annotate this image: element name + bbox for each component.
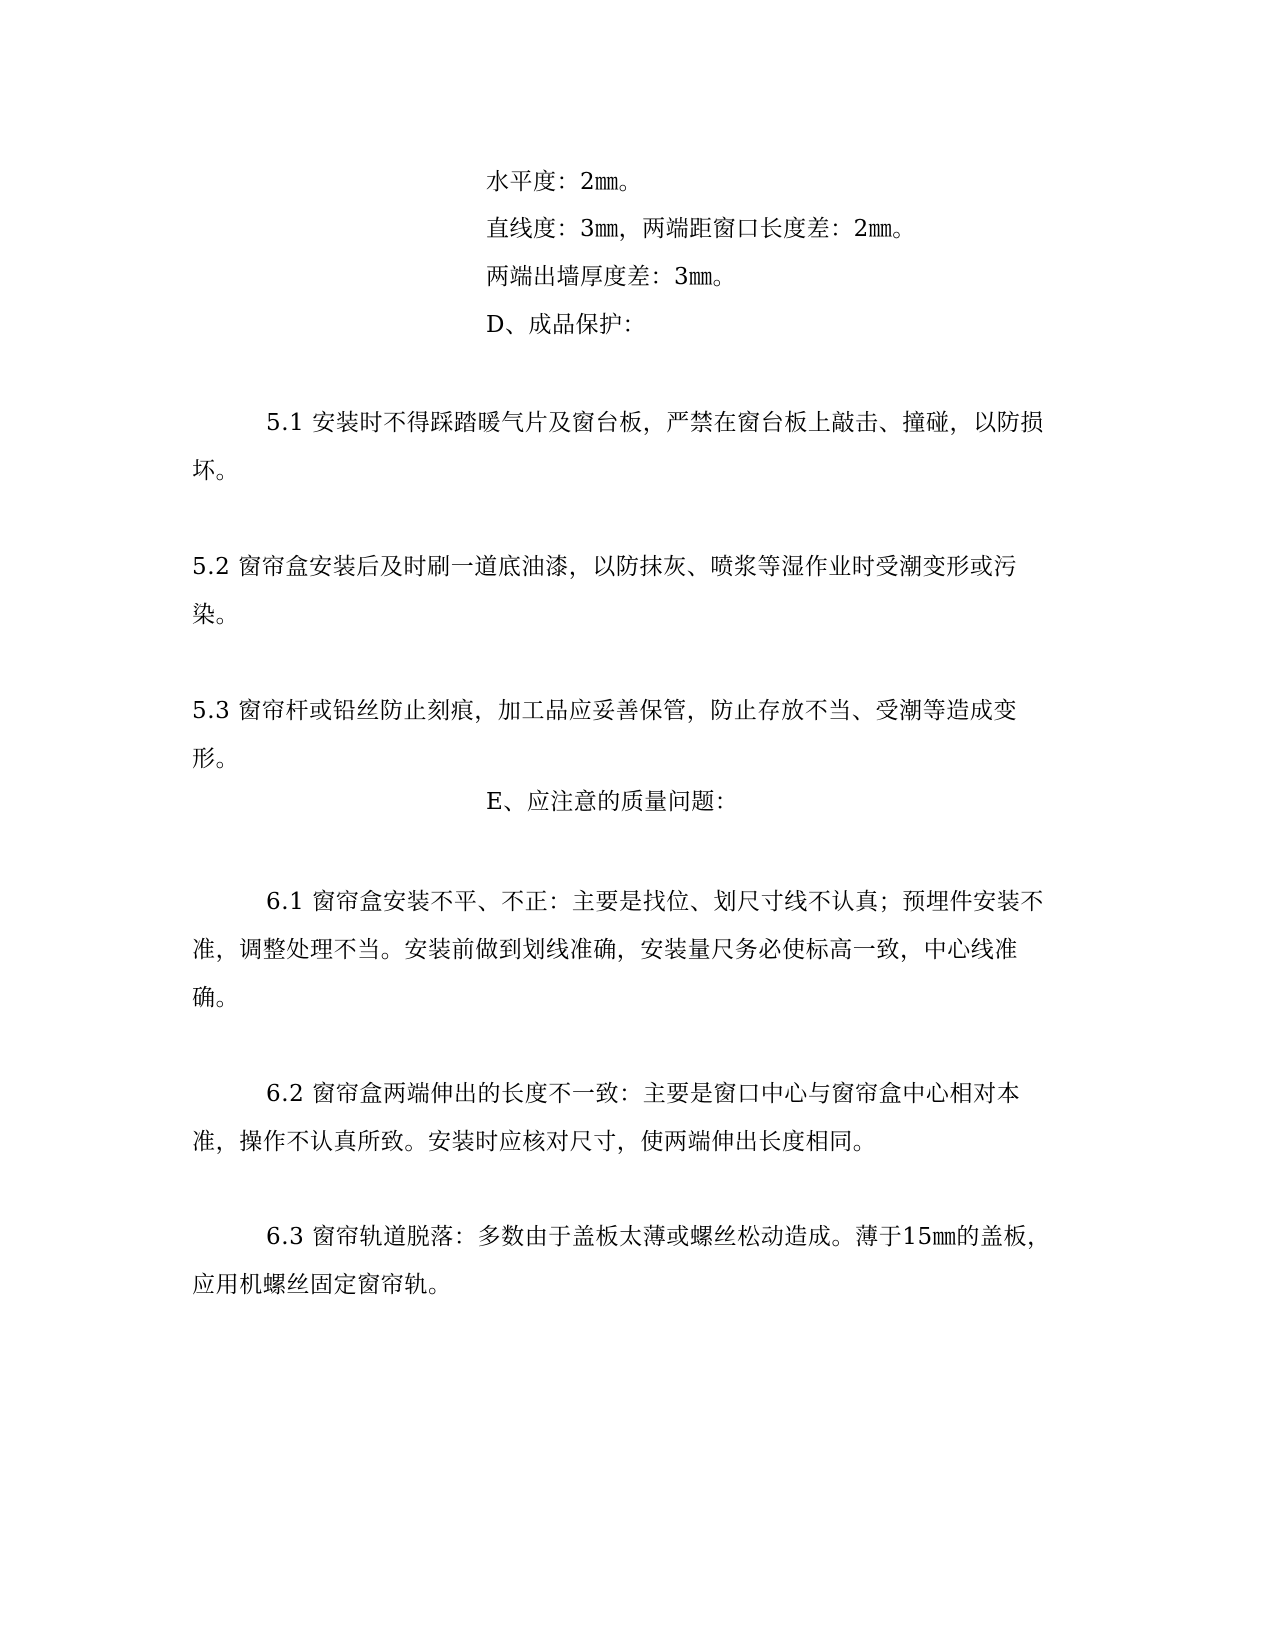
paragraph-6-2: [192, 1070, 1062, 1166]
tolerance-straightness: 直线度：3㎜，两端距窗口长度差：2㎜。: [486, 216, 916, 242]
section-d-heading: D、成品保护：: [486, 312, 646, 338]
tolerance-wall-thickness: 两端出墙厚度差：3㎜。: [486, 264, 737, 290]
paragraph-5-2: [192, 543, 1062, 639]
paragraph-6-1-text: 6.1 窗帘盒安装不平、不正：主要是找位、划尺寸线不认真；预埋件安装不准，调整处理不当。安装前做到划线准确，安装量尺务必使标高一致，中心线准确。: [192, 889, 1044, 1011]
paragraph-5-3: [192, 687, 1062, 783]
paragraph-5-1-text: 5.1 安装时不得踩踏暖气片及窗台板，严禁在窗台板上敲击、撞碰，以防损坏。: [192, 410, 1044, 484]
paragraph-5-2-text: 5.2 窗帘盒安装后及时刷一道底油漆，以防抹灰、喷浆等湿作业时受潮变形或污染。: [192, 554, 1018, 628]
tolerance-level: 水平度：2㎜。: [486, 169, 643, 195]
paragraph-5-1: [192, 399, 1062, 495]
paragraph-6-2-text: 6.2 窗帘盒两端伸出的长度不一致：主要是窗口中心与窗帘盒中心相对本准，操作不认真所致。安装时应核对尺寸，使两端伸出长度相同。: [192, 1081, 1021, 1155]
section-e-heading: E、应注意的质量问题：: [486, 789, 739, 815]
paragraph-6-1: [192, 878, 1062, 1022]
paragraph-5-3-text: 5.3 窗帘杆或铅丝防止刻痕，加工品应妥善保管，防止存放不当、受潮等造成变形。: [192, 698, 1018, 772]
paragraph-6-3: [192, 1213, 1062, 1309]
paragraph-6-3-text: 6.3 窗帘轨道脱落：多数由于盖板太薄或螺丝松动造成。薄于15㎜的盖板，应用机螺丝固定窗帘轨。: [192, 1224, 1051, 1298]
